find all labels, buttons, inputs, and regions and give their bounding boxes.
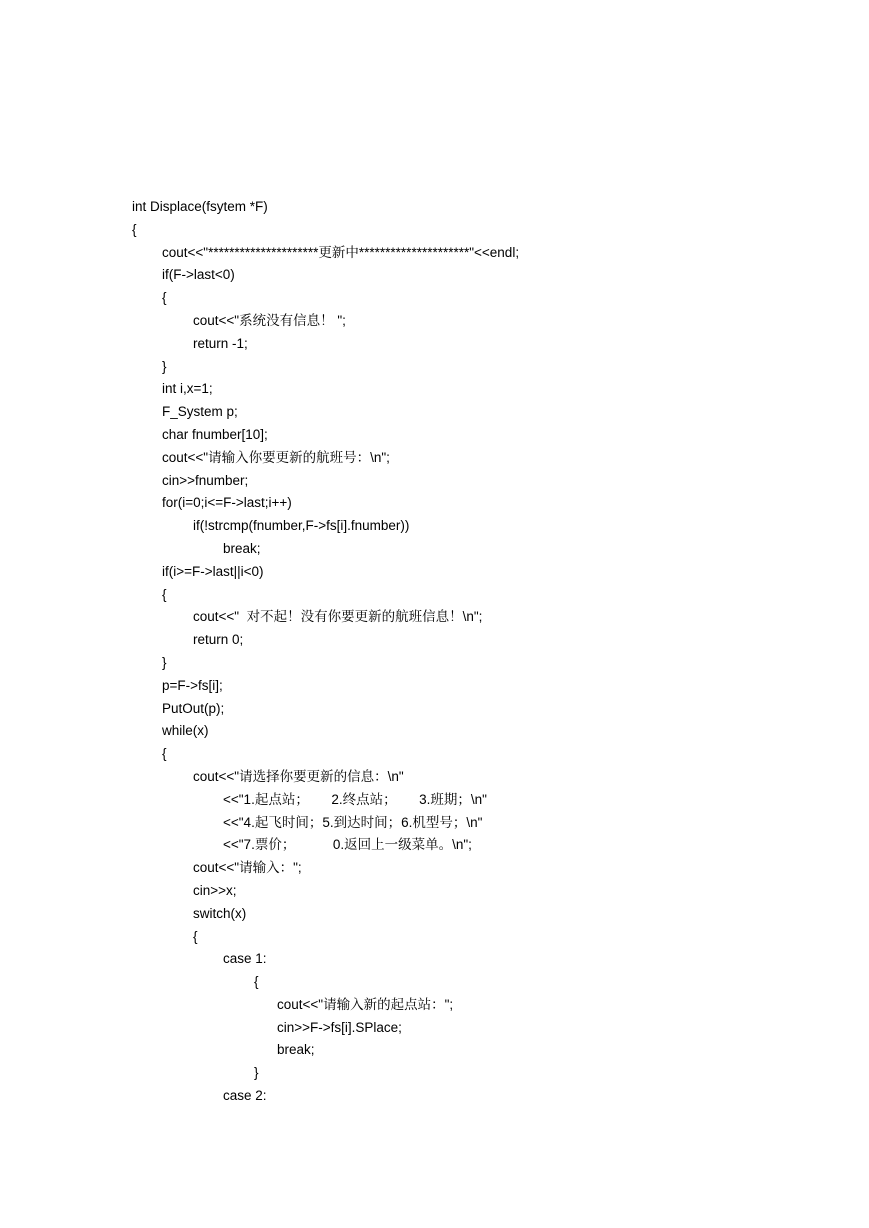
code-line: break; [223, 540, 261, 556]
code-line: cout<<"请输入新的起点站："; [277, 996, 454, 1012]
code-line: if(i>=F->last||i<0) [162, 563, 264, 579]
code-line: } [254, 1065, 259, 1081]
code-line: if(!strcmp(fnumber,F->fs[i].fnumber)) [193, 518, 410, 534]
code-line: cin>>x; [193, 882, 237, 898]
code-line: <<"4.起飞时间；5.到达时间；6.机型号；\n" [223, 814, 483, 830]
code-line: cout<<"请输入你要更新的航班号：\n"; [162, 449, 390, 465]
code-line: case 2: [223, 1088, 267, 1104]
code-line: cout<<"请选择你要更新的信息：\n" [193, 768, 404, 784]
code-line: PutOut(p); [162, 700, 225, 716]
code-line: cout<<" 对不起！没有你要更新的航班信息！\n"; [193, 609, 483, 625]
code-line: char fnumber[10]; [162, 426, 268, 442]
code-line: { [132, 221, 137, 237]
code-line: } [162, 654, 167, 670]
code-line: cout<<"系统没有信息！ "; [193, 312, 346, 328]
code-line: cin>>fnumber; [162, 472, 249, 488]
code-line: int Displace(fsytem *F) [132, 199, 268, 214]
code-line: cout<<"*********************更新中*********************"<<endl; [162, 244, 520, 260]
code-line: if(F->last<0) [162, 267, 235, 283]
code-line: { [162, 746, 167, 762]
code-line: { [254, 974, 259, 990]
code-line: cin>>F->fs[i].SPlace; [277, 1019, 402, 1035]
code-line: return -1; [193, 335, 248, 351]
code-line: return 0; [193, 632, 244, 648]
code-line: for(i=0;i<=F->last;i++) [162, 495, 292, 511]
code-line: <<"7.票价； 0.返回上一级菜单。\n"; [223, 837, 472, 853]
code-line: int i,x=1; [162, 381, 213, 397]
code-line: <<"1.起点站； 2.终点站； 3.班期；\n" [223, 791, 487, 807]
code-line: p=F->fs[i]; [162, 677, 223, 693]
code-line: break; [277, 1042, 315, 1058]
code-line: while(x) [162, 723, 209, 739]
code-line: F_System p; [162, 404, 238, 420]
code-line: case 1: [223, 951, 267, 967]
code-line: { [193, 928, 198, 944]
code-line: switch(x) [193, 905, 247, 921]
code-line: { [162, 586, 167, 602]
code-listing [132, 196, 519, 1108]
code-line: { [162, 290, 167, 306]
code-line: } [162, 358, 167, 374]
code-line: cout<<"请输入："; [193, 860, 302, 876]
